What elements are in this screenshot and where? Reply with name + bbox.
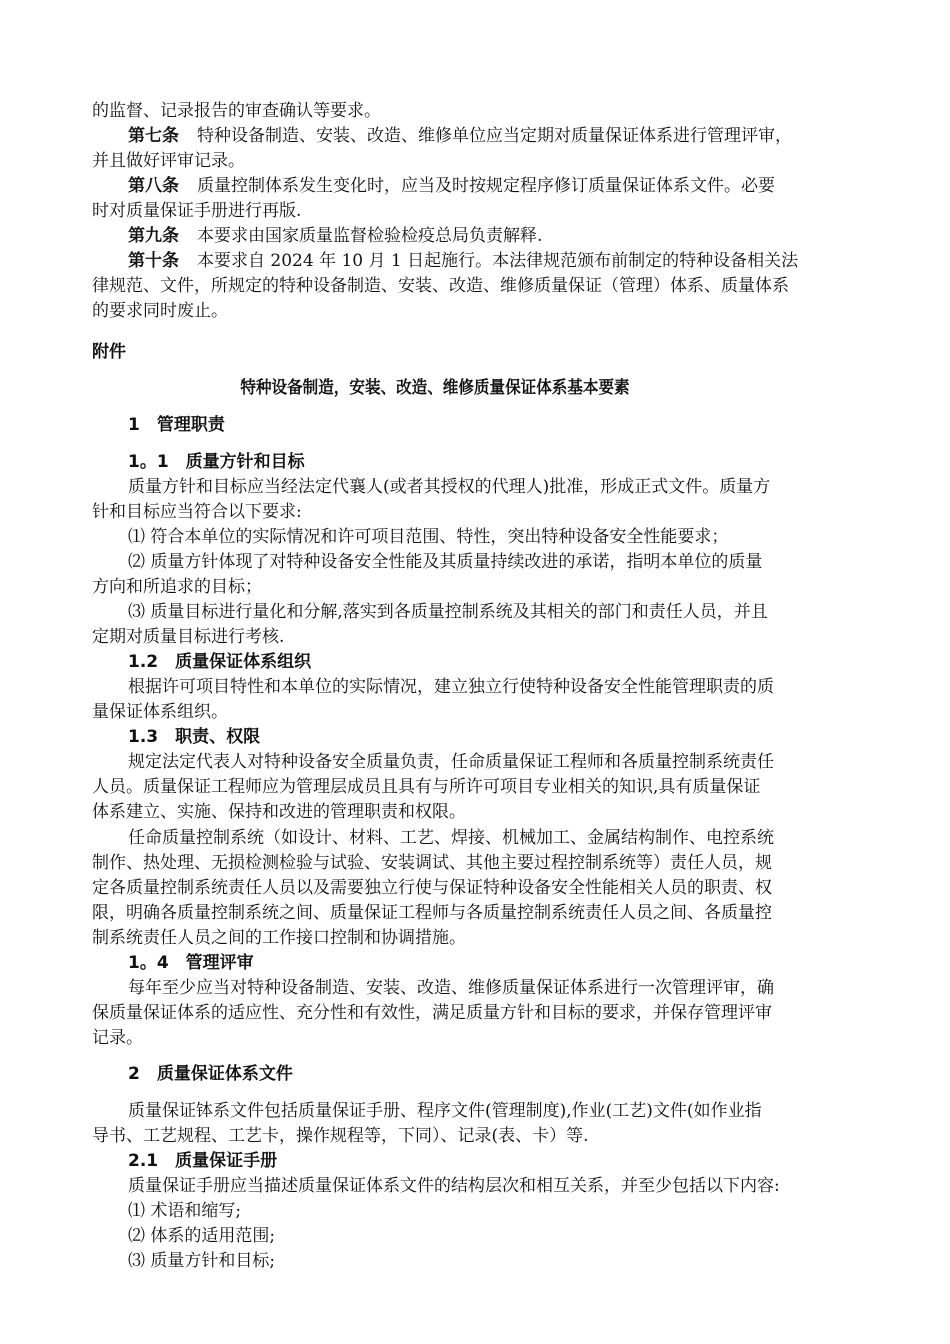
paragraph-line: 并且做好评审记录。 — [92, 151, 245, 171]
list-item: ⑴ 术语和缩写; — [128, 1201, 242, 1221]
paragraph-line: 质量保证钵系文件包括质量保证手册、程序文件(管理制度),作业(工艺)文件(如作业指 — [128, 1101, 762, 1121]
attachment-title: 特种设备制造，安装、改造、维修质量保证体系基本要素 — [240, 378, 630, 398]
article-9 — [128, 224, 542, 248]
list-item: ⑵ 体系的适用范围; — [128, 1226, 276, 1246]
article-label: 第七条 — [128, 126, 179, 146]
paragraph-line: 限，明确各质量控制系统之间、质量保证工程师与各质量控制系统责任人员之间、各质量控 — [92, 903, 772, 923]
subsection-heading-2-1: 2.1 质量保证手册 — [128, 1151, 278, 1171]
article-7 — [128, 124, 792, 148]
paragraph-line: 的要求同时废止。 — [92, 301, 228, 321]
subsection-heading-1-1: 1。1 质量方针和目标 — [128, 452, 305, 472]
article-text: 本要求由国家质量监督检验检疫总局负责解释. — [197, 226, 543, 246]
list-item: ⑵ 质量方针体现了对特种设备安全性能及其质量持续改进的承诺，指明本单位的质量 — [128, 552, 763, 572]
list-item: ⑴ 符合本单位的实际情况和许可项目范围、特性，突出特种设备安全性能要求； — [128, 527, 729, 547]
list-item: ⑶ 质量方针和目标; — [128, 1251, 276, 1271]
paragraph-line: 导书、工艺规程、工艺卡，操作规程等，下同）、记录(表、卡）等. — [92, 1126, 589, 1146]
article-label: 第十条 — [128, 251, 179, 271]
paragraph-line: 时对质量保证手册进行再版. — [92, 201, 302, 221]
paragraph-line: 人员。质量保证工程师应为管理层成员且具有与所许可项目专业相关的知识,具有质量保证 — [92, 777, 761, 797]
subsection-heading-1-4: 1。4 管理评审 — [128, 953, 254, 973]
paragraph-line: 根据许可项目特性和本单位的实际情况，建立独立行使特种设备安全性能管理职责的质 — [128, 677, 774, 697]
paragraph-line: 方向和所追求的目标； — [92, 577, 262, 597]
paragraph-line: 定各质量控制系统责任人员以及需要独立行使与保证特种设备安全性能相关人员的职责、权 — [92, 878, 772, 898]
paragraph-line: 制系统责任人员之间的工作接口控制和协调措施。 — [92, 928, 466, 948]
paragraph-line: 每年至少应当对特种设备制造、安装、改造、维修质量保证体系进行一次管理评审，确 — [128, 978, 774, 998]
attachment-label: 附件 — [92, 342, 126, 362]
subsection-heading-1-3: 1.3 职责、权限 — [128, 727, 261, 747]
subsection-heading-1-2: 1.2 质量保证体系组织 — [128, 652, 312, 672]
paragraph-line: 质量方针和目标应当经法定代襄人(或者其授权的代理人)批准，形成正式文件。质量方 — [128, 477, 771, 497]
paragraph-line: 质量保证手册应当描述质量保证体系文件的结构层次和相互关系，并至少包括以下内容: — [128, 1176, 780, 1196]
paragraph-line: 律规范、文件，所规定的特种设备制造、安装、改造、维修质量保证（管理）体系、质量体系 — [92, 276, 789, 296]
paragraph-line: 规定法定代表人对特种设备安全质量负责，任命质量保证工程师和各质量控制系统责任 — [128, 752, 774, 772]
article-label: 第八条 — [128, 176, 179, 196]
paragraph-line: 针和目标应当符合以下要求: — [92, 502, 302, 522]
paragraph-line: 量保证体系组织。 — [92, 702, 228, 722]
article-8 — [128, 174, 775, 198]
article-text: 本要求自 2024 年 10 月 1 日起施行。本法律规范颁布前制定的特种设备相关法 — [197, 251, 799, 271]
section-heading-2: 2 质量保证体系文件 — [128, 1064, 293, 1084]
list-item: ⑶ 质量目标进行量化和分解,落实到各质量控制系统及其相关的部门和责任人员，并且 — [128, 602, 768, 622]
paragraph-line: 制作、热处理、无损检测检验与试验、安装调试、其他主要过程控制系统等）责任人员，规 — [92, 853, 772, 873]
paragraph-line: 定期对质量目标进行考核. — [92, 627, 285, 647]
paragraph-line: 体系建立、实施、保持和改进的管理职责和权限。 — [92, 802, 466, 822]
article-label: 第九条 — [128, 226, 179, 246]
paragraph-line: 记录。 — [92, 1028, 143, 1048]
section-heading-1: 1 管理职责 — [128, 415, 225, 435]
article-text: 特种设备制造、安装、改造、维修单位应当定期对质量保证体系进行管理评审， — [197, 126, 792, 146]
article-text: 质量控制体系发生变化时，应当及时按规定程序修订质量保证体系文件。必要 — [197, 176, 775, 196]
article-10 — [128, 249, 798, 273]
paragraph-line: 的监督、记录报告的审查确认等要求。 — [92, 101, 381, 121]
paragraph-line: 任命质量控制系统（如设计、材料、工艺、焊接、机械加工、金属结构制作、电控系统 — [128, 828, 774, 848]
paragraph-line: 保质量保证体系的适应性、充分性和有效性，满足质量方针和目标的要求，并保存管理评审 — [92, 1003, 772, 1023]
